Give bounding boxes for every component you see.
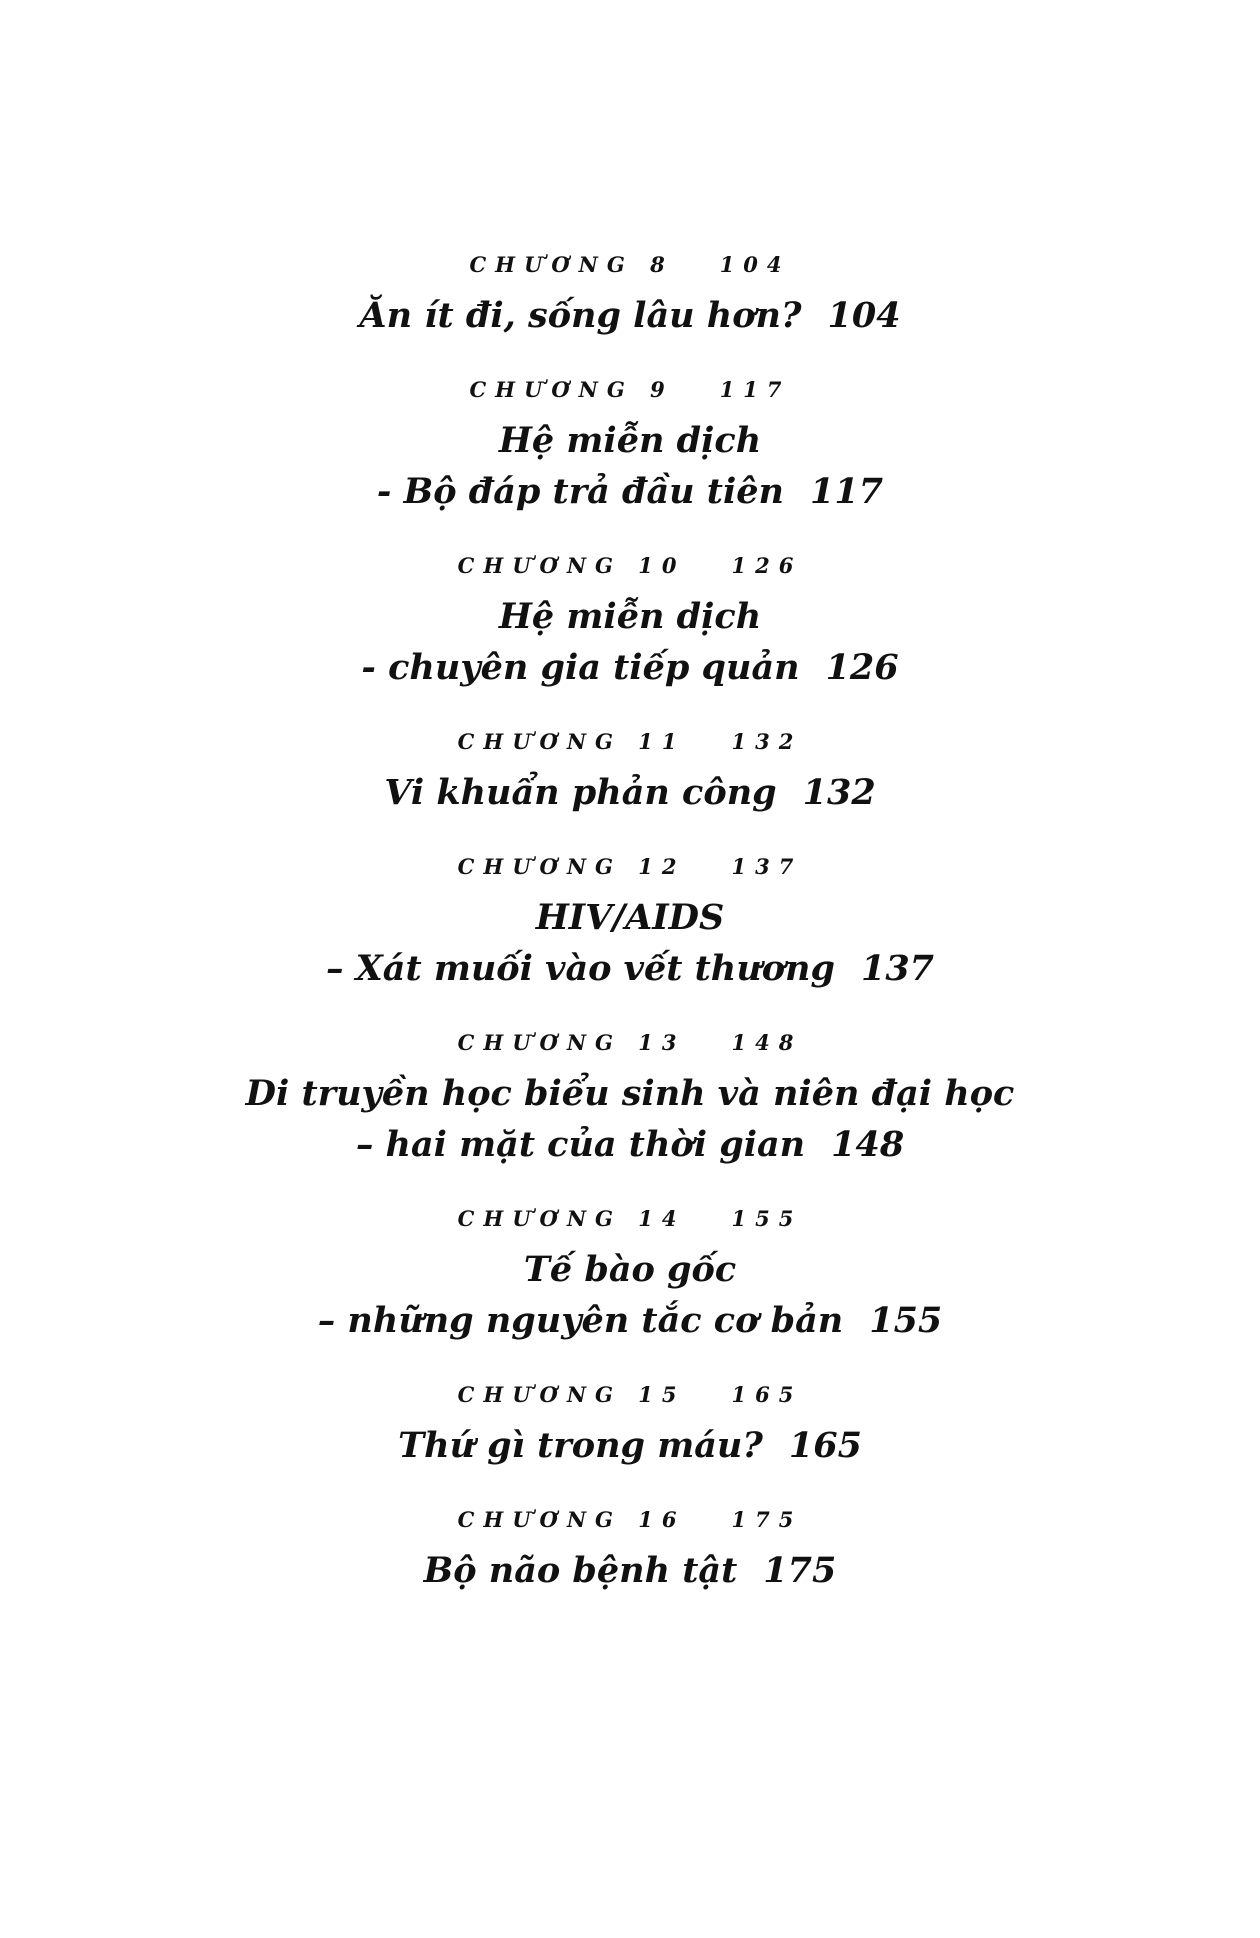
chapter-title-page: 148: [831, 1124, 905, 1165]
chapter-title-page: 117: [810, 471, 884, 512]
toc-entry-chapter-16: [0, 1505, 1260, 1596]
chapter-title: [0, 767, 1260, 818]
chapter-page-number: 148: [731, 1030, 803, 1055]
chapter-page-number: 175: [731, 1507, 803, 1532]
chapter-label: CHƯƠNG 10: [457, 553, 686, 578]
chapter-heading: [0, 1505, 1260, 1535]
chapter-title-line: – những nguyên tắc cơ bản: [317, 1300, 844, 1341]
chapter-page-number: 126: [731, 553, 803, 578]
chapter-title-line: – hai mặt của thời gian: [355, 1124, 806, 1165]
chapter-title-line: Thứ gì trong máu?: [398, 1425, 763, 1466]
chapter-label: CHƯƠNG 12: [457, 854, 686, 879]
chapter-label: CHƯƠNG 13: [457, 1030, 686, 1055]
chapter-title-line: Ăn ít đi, sống lâu hơn?: [359, 295, 802, 336]
chapter-page-number: 132: [731, 729, 803, 754]
chapter-title: [0, 591, 1260, 693]
chapter-title-line: - Bộ đáp trả đầu tiên: [376, 471, 784, 512]
chapter-title-line: HIV/AIDS: [535, 897, 725, 938]
chapter-title-line: – Xát muối vào vết thương: [325, 948, 835, 989]
toc-entry-chapter-8: [0, 250, 1260, 341]
chapter-heading: [0, 375, 1260, 405]
chapter-page-number: 117: [719, 377, 791, 402]
chapter-title-line: Vi khuẩn phản công: [384, 772, 777, 813]
chapter-title: [0, 1244, 1260, 1346]
chapter-heading: [0, 551, 1260, 581]
chapter-title-page: 126: [825, 647, 899, 688]
chapter-label: CHƯƠNG 16: [457, 1507, 686, 1532]
chapter-heading: [0, 852, 1260, 882]
chapter-title-line: Bộ não bệnh tật: [423, 1550, 738, 1591]
chapter-heading: [0, 727, 1260, 757]
chapter-title: [0, 1420, 1260, 1471]
chapter-heading: [0, 1028, 1260, 1058]
chapter-title-page: 155: [869, 1300, 943, 1341]
toc-entry-chapter-12: [0, 852, 1260, 994]
chapter-title: [0, 892, 1260, 994]
chapter-heading: [0, 1380, 1260, 1410]
chapter-page-number: 155: [731, 1206, 803, 1231]
chapter-title-page: 165: [788, 1425, 862, 1466]
chapter-title: [0, 415, 1260, 517]
table-of-contents: [0, 250, 1260, 1596]
chapter-page-number: 104: [719, 252, 791, 277]
chapter-page-number: 165: [731, 1382, 803, 1407]
chapter-label: CHƯƠNG 9: [469, 377, 674, 402]
toc-entry-chapter-13: [0, 1028, 1260, 1170]
toc-entry-chapter-14: [0, 1204, 1260, 1346]
chapter-heading: [0, 250, 1260, 280]
chapter-page-number: 137: [731, 854, 803, 879]
chapter-label: CHƯƠNG 8: [469, 252, 674, 277]
chapter-title-line: Hệ miễn dịch: [498, 596, 762, 637]
chapter-label: CHƯƠNG 11: [457, 729, 686, 754]
chapter-title-line: Tế bào gốc: [523, 1249, 737, 1290]
chapter-title-page: 132: [802, 772, 876, 813]
chapter-title: [0, 1068, 1260, 1170]
chapter-title: [0, 290, 1260, 341]
toc-entry-chapter-11: [0, 727, 1260, 818]
chapter-title-page: 104: [827, 295, 901, 336]
toc-entry-chapter-15: [0, 1380, 1260, 1471]
chapter-title-page: 137: [860, 948, 935, 989]
chapter-heading: [0, 1204, 1260, 1234]
chapter-title-line: - chuyên gia tiếp quản: [361, 647, 800, 688]
chapter-title-page: 175: [763, 1550, 837, 1591]
chapter-title: [0, 1545, 1260, 1596]
toc-entry-chapter-9: [0, 375, 1260, 517]
chapter-title-line: Hệ miễn dịch: [498, 420, 762, 461]
toc-entry-chapter-10: [0, 551, 1260, 693]
chapter-label: CHƯƠNG 15: [457, 1382, 686, 1407]
chapter-title-line: Di truyền học biểu sinh và niên đại học: [245, 1073, 1015, 1114]
chapter-label: CHƯƠNG 14: [457, 1206, 686, 1231]
